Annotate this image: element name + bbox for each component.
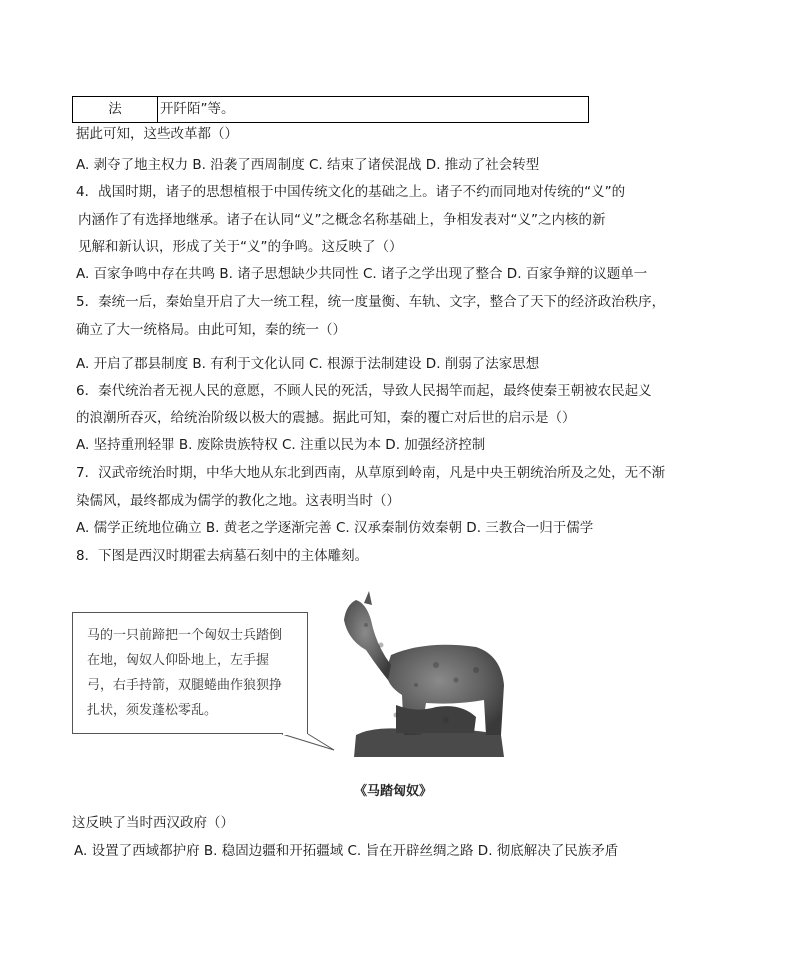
question-4-options: A. 百家争鸣中存在共鸣 B. 诸子思想缺少共同性 C. 诸子之学出现了整合 D. 百家争辩的议题单一 xyxy=(76,266,648,282)
question-8-stem: 8．下图是西汉时期霍去病墓石刻中的主体雕刻。 xyxy=(76,548,369,564)
horse-trampling-xiongnu-figure xyxy=(72,585,508,765)
question-8-options: A. 设置了西域都护府 B. 稳固边疆和开拓疆域 C. 旨在开辟丝绸之路 D. 彻底解决了民族矛盾 xyxy=(74,843,619,859)
question-6-line-1: 6．秦代统治者无视人民的意愿，不顾人民的死活，导致人民揭竿而起，最终使秦王朝被农民起义 xyxy=(76,383,652,399)
question-7-options: A. 儒学正统地位确立 B. 黄老之学逐渐完善 C. 汉承秦制仿效秦朝 D. 三教合一归于儒学 xyxy=(76,520,594,536)
question-4-line-3: 见解和新认识，形成了关于“义”的争鸣。这反映了（） xyxy=(78,239,403,255)
question-4-line-1: 4．战国时期，诸子的思想植根于中国传统文化的基础之上。诸子不约而同地对传统的“义”的 xyxy=(76,184,626,200)
table-cell-law: 法 xyxy=(73,97,158,122)
reform-table xyxy=(72,96,589,123)
question-5-line-2: 确立了大一统格局。由此可知，秦的统一（） xyxy=(76,322,346,338)
question-3-stem-end: 据此可知，这些改革都（） xyxy=(76,126,238,142)
question-5-line-1: 5．秦统一后，秦始皇开启了大一统工程，统一度量衡、车轨、文字，整合了天下的经济政治秩序， xyxy=(76,294,666,310)
question-4-line-2: 内涵作了有选择地继承。诸子在认同“义”之概念名称基础上，争相发表对“义”之内核的新 xyxy=(78,212,606,228)
question-3-options: A. 剥夺了地主权力 B. 沿袭了西周制度 C. 结束了诸侯混战 D. 推动了社会转型 xyxy=(76,157,540,173)
table-cell-content: 开阡陌”等。 xyxy=(160,101,235,117)
question-6-options: A. 坚持重刑轻罪 B. 废除贵族特权 C. 注重以民为本 D. 加强经济控制 xyxy=(76,437,486,453)
question-8-stem-end: 这反映了当时西汉政府（） xyxy=(72,815,234,831)
question-5-options: A. 开启了郡县制度 B. 有利于文化认同 C. 根源于法制建设 D. 削弱了法家思想 xyxy=(76,356,540,372)
stone-horse-sculpture-image xyxy=(336,585,516,765)
question-7-line-1: 7．汉武帝统治时期，中华大地从东北到西南，从草原到岭南，凡是中央王朝统治所及之处，无不渐 xyxy=(76,465,666,481)
question-7-line-2: 染儒风，最终都成为儒学的教化之地。这表明当时（） xyxy=(76,493,400,509)
figure-caption: 《马踏匈奴》 xyxy=(354,784,433,799)
description-bubble: 马的一只前蹄把一个匈奴士兵踏倒在地，匈奴人仰卧地上，左手握弓，右手持箭，双腿蜷曲作狼狈挣扎状，须发蓬松零乱。 xyxy=(72,612,308,734)
question-6-line-2: 的浪潮所吞灭，给统治阶级以极大的震撼。据此可知，秦的覆亡对后世的启示是（） xyxy=(76,410,576,426)
